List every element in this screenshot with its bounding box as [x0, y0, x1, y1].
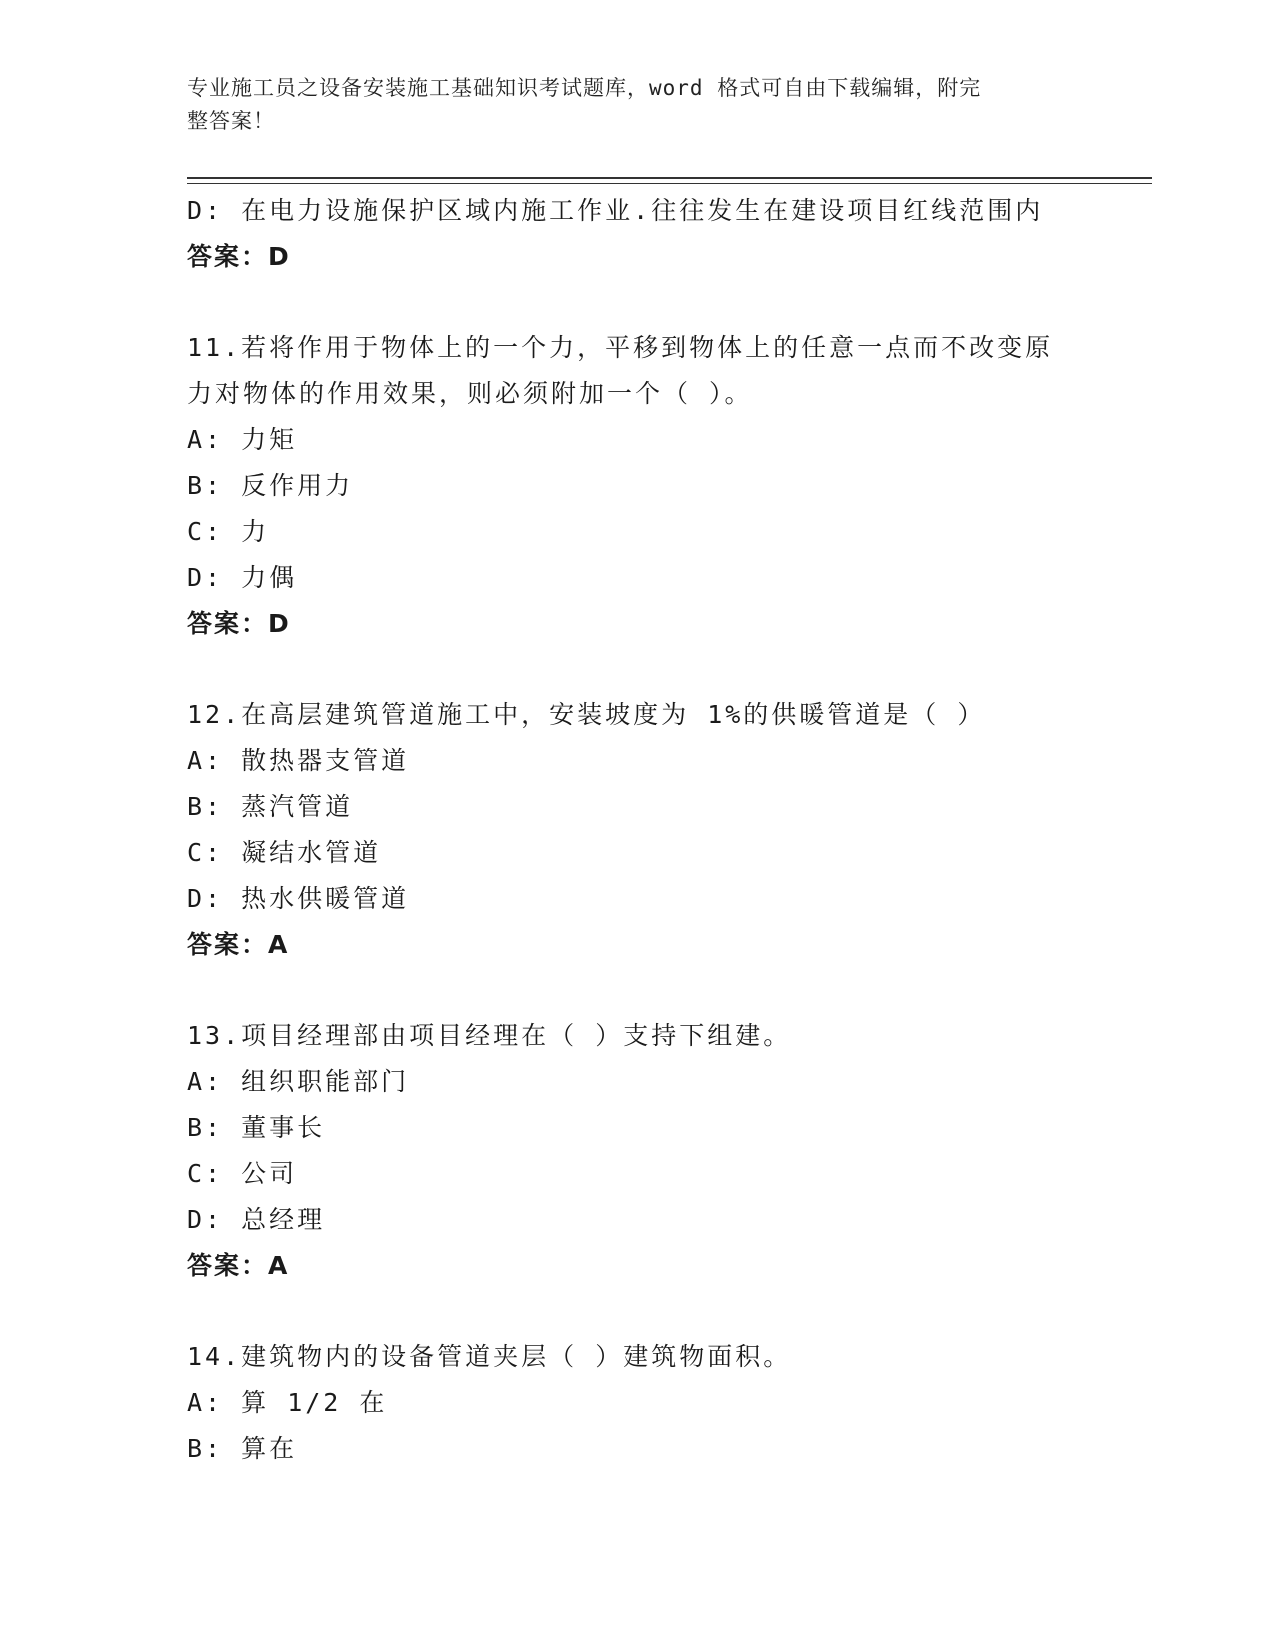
- option-b: B: 董事长: [187, 1113, 326, 1142]
- answer-line: 答案：A: [187, 1251, 290, 1280]
- question-block-prev: [187, 188, 1107, 280]
- answer-line: 答案：D: [187, 242, 291, 271]
- question-block-11: [187, 325, 1107, 647]
- header-divider-thick: [187, 177, 1152, 179]
- question-stem: 11.若将作用于物体上的一个力，平移到物体上的任意一点而不改变原: [187, 333, 1054, 362]
- option-a: A: 组织职能部门: [187, 1067, 410, 1096]
- question-stem-continued: 力对物体的作用效果，则必须附加一个（ ）。: [187, 379, 753, 408]
- option-a: A: 算 1/2 在: [187, 1388, 388, 1417]
- option-a: A: 力矩: [187, 425, 298, 454]
- option-d: D: 在电力设施保护区域内施工作业.往往发生在建设项目红线范围内: [187, 196, 1044, 225]
- question-list: [187, 188, 1107, 1472]
- header-divider-thin: [187, 183, 1152, 184]
- question-stem: 12.在高层建筑管道施工中，安装坡度为 1%的供暖管道是（ ）: [187, 700, 986, 729]
- question-block-14: [187, 1334, 1107, 1472]
- header-line-1: 专业施工员之设备安装施工基础知识考试题库，word 格式可自由下载编辑，附完: [187, 76, 982, 100]
- document-header: [187, 72, 1067, 138]
- answer-line: 答案：A: [187, 930, 290, 959]
- header-line-2: 整答案！: [187, 109, 275, 133]
- option-c: C: 力: [187, 517, 270, 546]
- question-block-13: [187, 1013, 1107, 1289]
- option-d: D: 热水供暖管道: [187, 884, 410, 913]
- option-b: B: 蒸汽管道: [187, 792, 354, 821]
- option-c: C: 凝结水管道: [187, 838, 382, 867]
- question-stem: 14.建筑物内的设备管道夹层（ ）建筑物面积。: [187, 1342, 792, 1371]
- answer-line: 答案：D: [187, 609, 291, 638]
- option-d: D: 总经理: [187, 1205, 326, 1234]
- option-c: C: 公司: [187, 1159, 298, 1188]
- option-b: B: 算在: [187, 1434, 298, 1463]
- option-b: B: 反作用力: [187, 471, 354, 500]
- option-a: A: 散热器支管道: [187, 746, 410, 775]
- option-d: D: 力偶: [187, 563, 298, 592]
- question-block-12: [187, 692, 1107, 968]
- question-stem: 13.项目经理部由项目经理在（ ）支持下组建。: [187, 1021, 792, 1050]
